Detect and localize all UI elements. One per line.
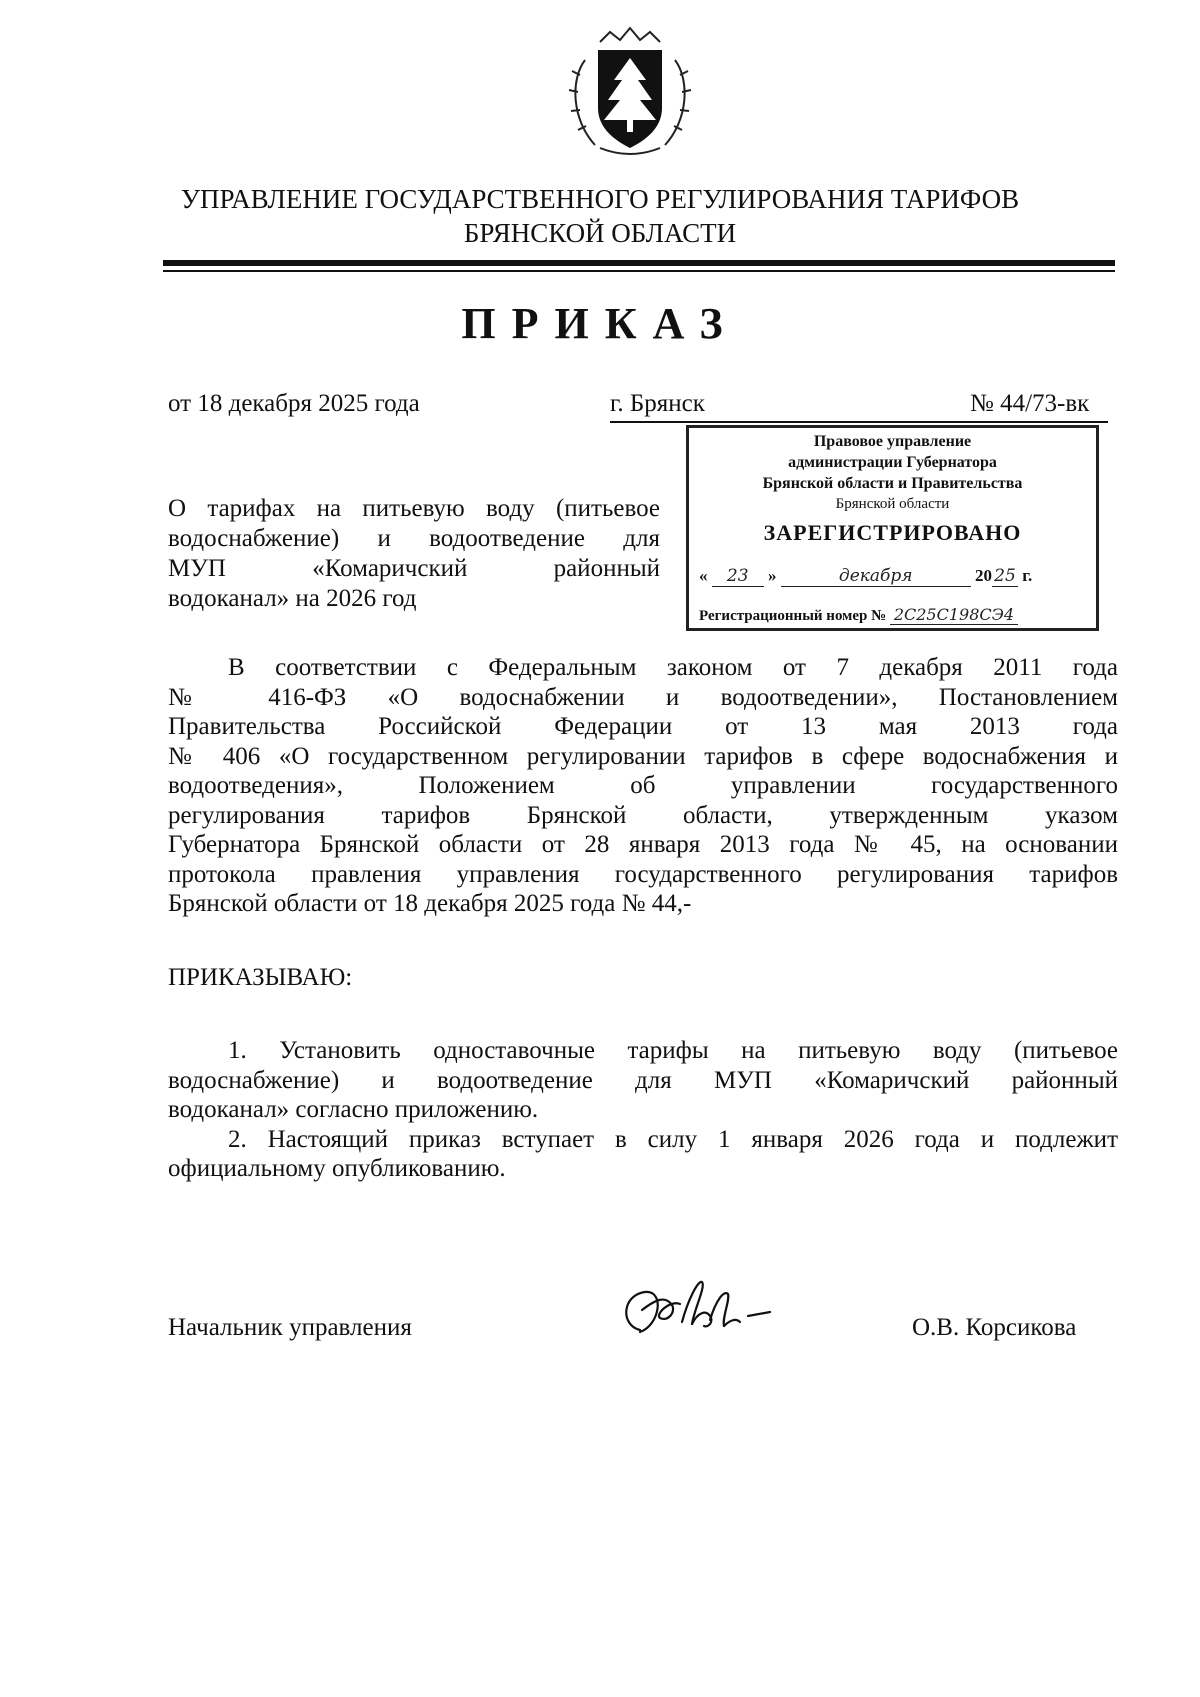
stamp-year-end: г. (1022, 566, 1033, 585)
signatory-name: О.В. Корсикова (912, 1314, 1077, 1341)
item1-line1: 1. Установить одноставочные тарифы на питьевую воду (питьевое (228, 1037, 1118, 1064)
stamp-day: 23 (712, 566, 764, 587)
stamp-year-prefix: 20 (975, 566, 992, 585)
preamble-line5: водоотведения», Положением об управлении государственного (168, 772, 1118, 799)
document-date: от 18 декабря 2025 года (168, 390, 420, 417)
registration-stamp (686, 425, 1099, 631)
coat-of-arms-icon (560, 20, 700, 160)
subject-line1: О тарифах на питьевую воду (питьевое (168, 495, 660, 522)
stamp-reg-label: Регистрационный номер № (699, 608, 887, 624)
stamp-date-open: « (699, 566, 708, 585)
preamble-line1: В соответствии с Федеральным законом от 7 декабря 2011 года (228, 654, 1118, 681)
document-number: № 44/73-вк (970, 390, 1090, 417)
stamp-registered: ЗАРЕГИСТРИРОВАНО (763, 520, 1022, 545)
stamp-line3: Брянской области и Правительства (762, 475, 1023, 492)
item2-line1: 2. Настоящий приказ вступает в силу 1 января 2026 года и подлежит (228, 1126, 1118, 1153)
stamp-date-row (699, 566, 1089, 592)
stamp-line2: администрации Губернатора (788, 454, 997, 471)
document-city: г. Брянск (610, 390, 705, 417)
stamp-date-mid: » (768, 566, 777, 585)
preamble-line9: Брянской области от 18 декабря 2025 года № 44,- (168, 890, 692, 917)
stamp-registration-row (699, 605, 1089, 627)
subject-line3: МУП «Комаричский районный (168, 555, 660, 582)
header-divider-thin (163, 270, 1115, 272)
preamble-line7: Губернатора Брянской области от 28 января 2013 года № 45, на основании (168, 831, 1118, 858)
stamp-line4: Брянской области (835, 496, 950, 512)
stamp-reg-number: 2С25С198СЭ4 (890, 605, 1018, 625)
order-word: ПРИКАЗЫВАЮ: (168, 964, 353, 991)
preamble-line6: регулирования тарифов Брянской области, утвержденным указом (168, 802, 1118, 829)
signatory-role: Начальник управления (168, 1314, 412, 1341)
document-title: ПРИКАЗ (461, 299, 739, 348)
preamble-line3: Правительства Российской Федерации от 13 мая 2013 года (168, 713, 1118, 740)
organization-name-line1: УПРАВЛЕНИЕ ГОСУДАРСТВЕННОГО РЕГУЛИРОВАНИЯ ТАРИФОВ (180, 184, 1020, 214)
preamble-line4: № 406 «О государственном регулировании тарифов в сфере водоснабжения и (168, 743, 1118, 770)
subject-line2: водоснабжение) и водоотведение для (168, 525, 660, 552)
item2-line2: официальному опубликованию. (168, 1155, 506, 1182)
item1-line3: водоканал» согласно приложению. (168, 1096, 539, 1123)
preamble-line2: № 416-ФЗ «О водоснабжении и водоотведении», Постановлением (168, 684, 1118, 711)
organization-name-line2: БРЯНСКОЙ ОБЛАСТИ (463, 218, 737, 248)
header-divider-thick (163, 260, 1115, 266)
item1-line2: водоснабжение) и водоотведение для МУП «Комаричский районный (168, 1067, 1118, 1094)
subject-line4: водоканал» на 2026 год (168, 585, 417, 612)
stamp-line1: Правовое управление (813, 433, 972, 450)
preamble-line8: протокола правления управления государственного регулирования тарифов (168, 861, 1118, 888)
handwritten-signature-icon (610, 1270, 780, 1350)
stamp-year-suffix: 25 (992, 566, 1018, 587)
stamp-month: декабря (781, 566, 971, 587)
header-underline (610, 421, 1108, 423)
